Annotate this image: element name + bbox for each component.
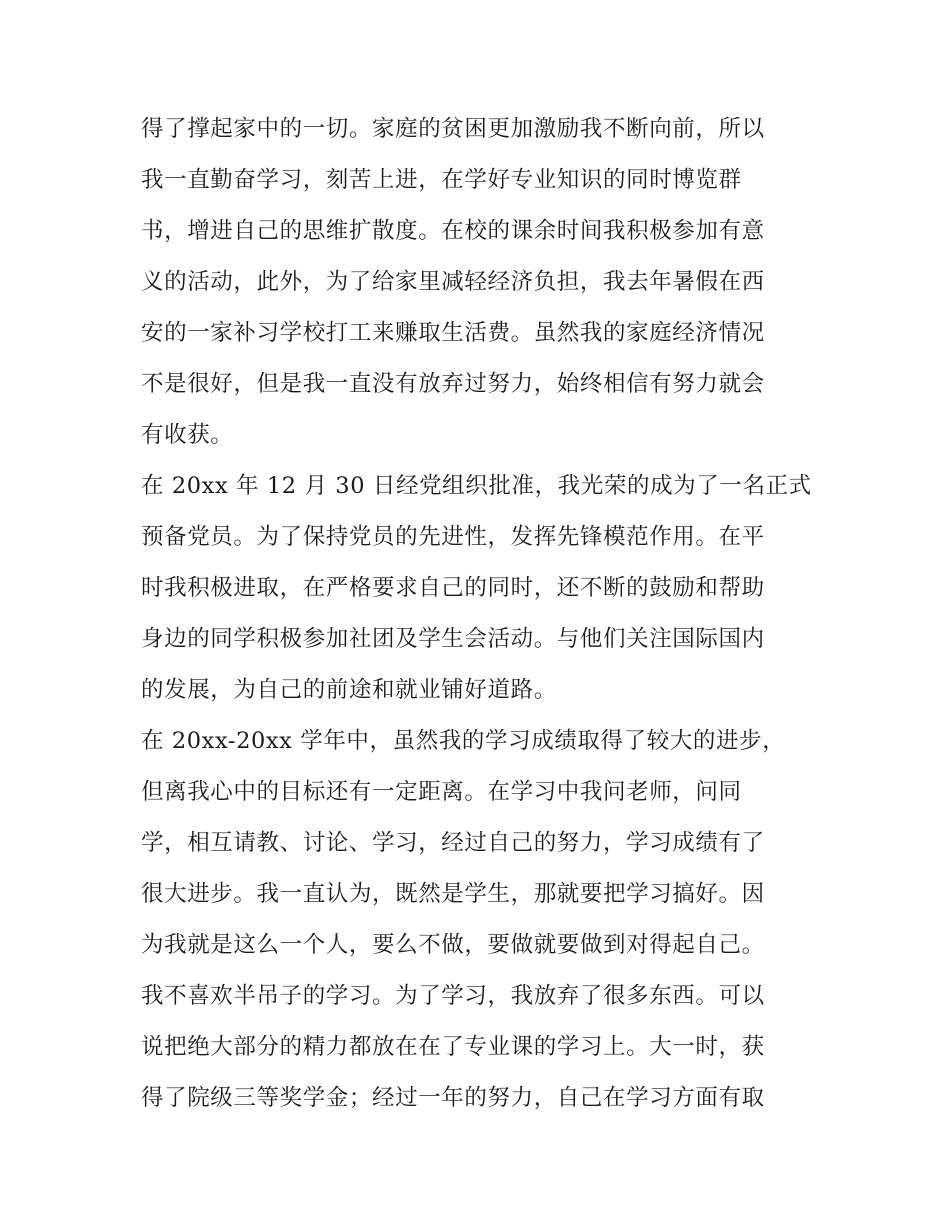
text-line-3: 书，增进自己的思维扩散度。在校的课余时间我积极参加有意 [141,218,765,244]
text-line-7: 有收获。 [141,422,234,448]
text-line-17: 为我就是这么一个人，要么不做，要做就要做到对得起自己。 [141,932,765,958]
text-line-15: 学，相互请教、讨论、学习，经过自己的努力，学习成绩有了 [141,830,765,856]
text-line-4: 义的活动，此外，为了给家里减轻经济负担，我去年暑假在西 [141,269,765,295]
text-line-19: 说把绝大部分的精力都放在在了专业课的学习上。大一时，获 [141,1034,765,1060]
text-line-2: 我一直勤奋学习，刻苦上进，在学好专业知识的同时博览群 [141,167,742,193]
text-line-11: 身边的同学积极参加社团及学生会活动。与他们关注国际国内 [141,626,765,652]
body-text [141,104,821,1124]
text-line-6: 不是很好，但是我一直没有放弃过努力，始终相信有努力就会 [141,371,765,397]
text-line-13: 在 20xx-20xx 学年中，虽然我的学习成绩取得了较大的进步， [141,728,786,754]
text-line-8: 在 20xx 年 12 月 30 日经党组织批准，我光荣的成为了一名正式 [141,473,812,499]
text-line-16: 很大进步。我一直认为，既然是学生，那就要把学习搞好。因 [141,881,765,907]
text-line-20: 得了院级三等奖学金；经过一年的努力，自己在学习方面有取 [141,1085,765,1111]
text-line-18: 我不喜欢半吊子的学习。为了学习，我放弃了很多东西。可以 [141,983,765,1009]
text-line-1: 得了撑起家中的一切。家庭的贫困更加激励我不断向前，所以 [141,116,765,142]
text-line-5: 安的一家补习学校打工来赚取生活费。虽然我的家庭经济情况 [141,320,765,346]
text-line-14: 但离我心中的目标还有一定距离。在学习中我问老师，问同 [141,779,742,805]
text-line-10: 时我积极进取，在严格要求自己的同时，还不断的鼓励和帮助 [141,575,765,601]
text-line-12: 的发展，为自己的前途和就业铺好道路。 [141,677,557,703]
text-line-9: 预备党员。为了保持党员的先进性，发挥先锋模范作用。在平 [141,524,765,550]
